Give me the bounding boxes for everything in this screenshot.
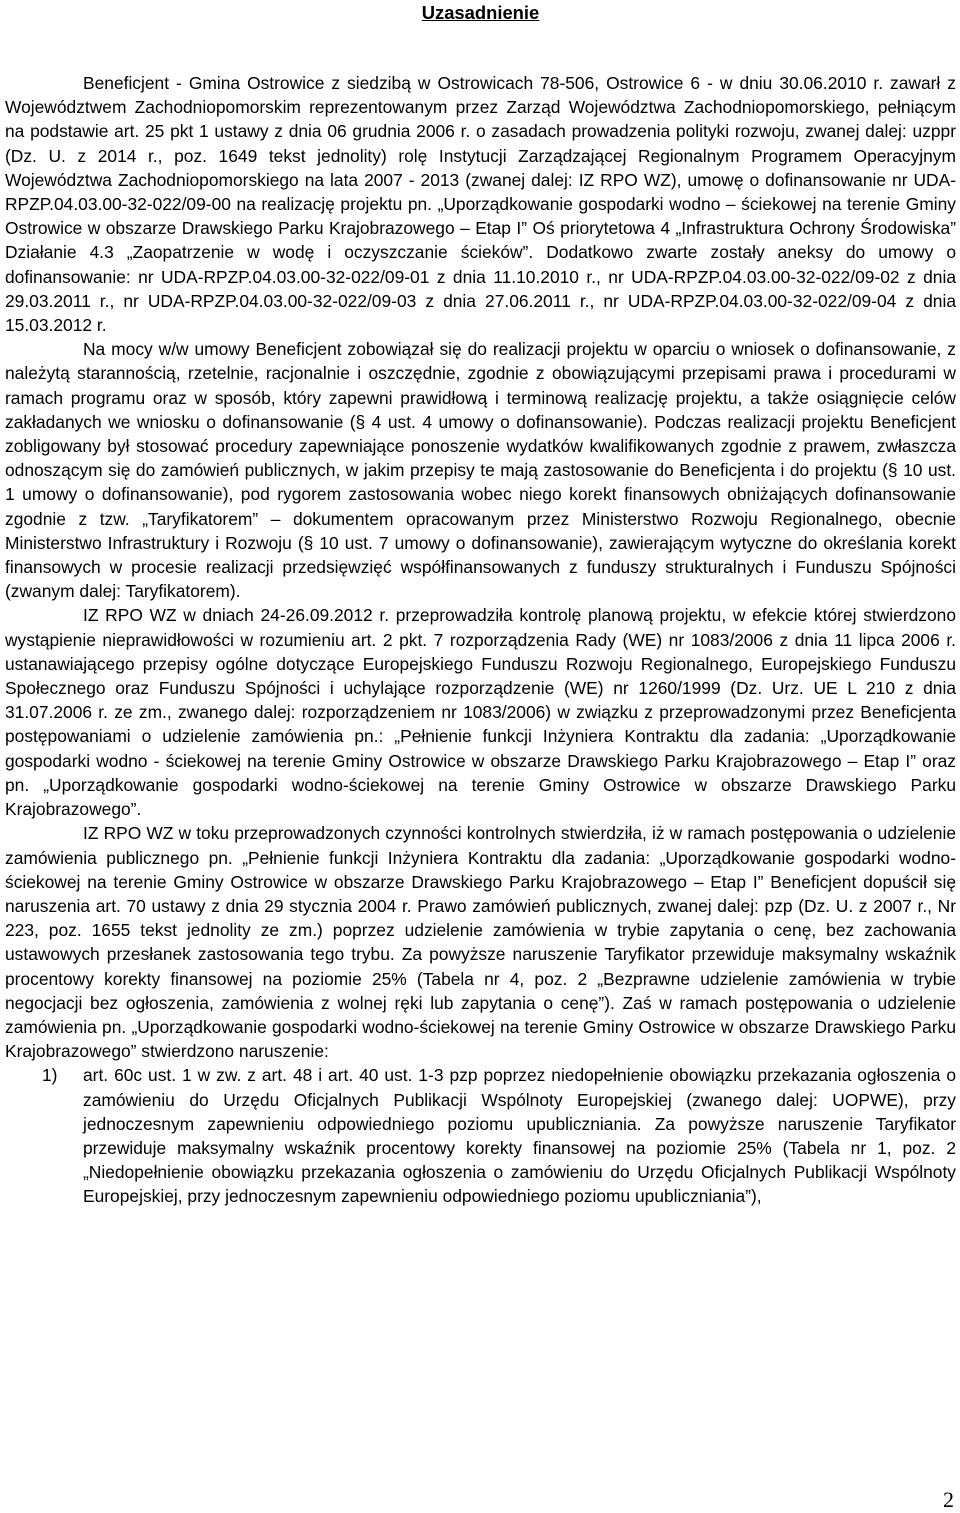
- list-item-marker: 1): [42, 1065, 58, 1086]
- list-item: [5, 1063, 956, 1208]
- list-item-text: art. 60c ust. 1 w zw. z art. 48 i art. 40 ust. 1-3 pzp poprzez niedopełnienie obowiązku przekazania ogłoszenia o zamówieniu do Urzędu Oficjalnych Publikacji Wspólnoty Europejskiej (zwanego dalej: UOPWE), przy jednoczesnym zapewnieniu odpowiedniego poziomu upubliczniania. Za powyższe naruszenie Taryfikator przewiduje maksymalny wskaźnik procentowy korekty finansowej na poziomie 25% (Tabela nr 1, poz. 2 „Niedopełnienie obowiązku przekazania ogłoszenia o zamówieniu do Urzędu Oficjalnych Publikacji Wspólnoty Europejskiej, przy jednoczesnym zapewnieniu odpowiedniego poziomu upubliczniania”),: [83, 1065, 956, 1207]
- violations-list: [5, 1063, 956, 1208]
- paragraph-obligations: Na mocy w/w umowy Beneficjent zobowiązał się do realizacji projektu w oparciu o wniosek o dofinansowanie, z należytą starannością, rzetelnie, racjonalnie i oszczędnie, zgodnie z obowiązującymi przepisami prawa i procedurami w ramach programu oraz w sposób, który zapewni prawidłową i terminową realizację projektu, a także osiągnięcie celów zakładanych we wniosku o dofinansowanie (§ 4 ust. 4 umowy o dofinansowanie). Podczas realizacji projektu Beneficjent zobligowany był stosować procedury zapewniające ponoszenie wydatków kwalifikowanych zgodnie z prawem, zwłaszcza odnoszącym się do zamówień publicznych, w jakim przepisy te mają zastosowanie do Beneficjenta i do projektu (§ 10 ust. 1 umowy o dofinansowanie), pod rygorem zastosowania wobec niego korekt finansowych obniżających dofinansowanie zgodnie z tzw. „Taryfikatorem” – dokumentem opracowanym przez Ministerstwo Rozwoju Regionalnego, obecnie Ministerstwo Infrastruktury i Rozwoju (§ 10 ust. 7 umowy o dofinansowanie), zawierającym wytyczne do określania korekt finansowych w procesie realizacji przedsięwzięć współfinansowanych z funduszy strukturalnych i Funduszu Spójności (zwanym dalej: Taryfikatorem).: [5, 339, 956, 602]
- page-number: 2: [943, 1487, 954, 1512]
- paragraph-agreement: Beneficjent - Gmina Ostrowice z siedzibą w Ostrowicach 78-506, Ostrowice 6 - w dniu 30.06.2010 r. zawarł z Województwem Zachodniopomorskim reprezentowanym przez Zarząd Województwa Zachodniopomorskiego, pełniącym na podstawie art. 25 pkt 1 ustawy z dnia 06 grudnia 2006 r. o zasadach prowadzenia polityki rozwoju, zwanej dalej: uzppr (Dz. U. z 2014 r., poz. 1649 tekst jednolity) rolę Instytucji Zarządzającej Regionalnym Programem Operacyjnym Województwa Zachodniopomorskiego na lata 2007 - 2013 (zwanej dalej: IZ RPO WZ), umowę o dofinansowanie nr UDA-RPZP.04.03.00-32-022/09-00 na realizację projektu pn. „Uporządkowanie gospodarki wodno – ściekowej na terenie Gminy Ostrowice w obszarze Drawskiego Parku Krajobrazowego – Etap I” Oś priorytetowa 4 „Infrastruktura Ochrony Środowiska” Działanie 4.3 „Zaopatrzenie w wodę i oczyszczanie ścieków”. Dodatkowo zwarte zostały aneksy do umowy o dofinansowanie: nr UDA-RPZP.04.03.00-32-022/09-01 z dnia 11.10.2010 r., nr UDA-RPZP.04.03.00-32-022/09-02 z dnia 29.03.2011 r., nr UDA-RPZP.04.03.00-32-022/09-03 z dnia 27.06.2011 r., nr UDA-RPZP.04.03.00-32-022/09-04 z dnia 15.03.2012 r.: [5, 73, 956, 336]
- paragraph-findings: IZ RPO WZ w toku przeprowadzonych czynności kontrolnych stwierdziła, iż w ramach postępowania o udzielenie zamówienia publicznego pn. „Pełnienie funkcji Inżyniera Kontraktu dla zadania: „Uporządkowanie gospodarki wodno-ściekowej na terenie Gminy Ostrowice w obszarze Drawskiego Parku Krajobrazowego – Etap I” Beneficjent dopuścił się naruszenia art. 70 ustawy z dnia 29 stycznia 2004 r. Prawo zamówień publicznych, zwanej dalej: pzp (Dz. U. z 2007 r., Nr 223, poz. 1655 tekst jednolity ze zm.) poprzez udzielenie zamówienia w trybie zapytania o cenę, bez zachowania ustawowych przesłanek zastosowania tego trybu. Za powyższe naruszenie Taryfikator przewiduje maksymalny wskaźnik procentowy korekty finansowej na poziomie 25% (Tabela nr 4, poz. 2 „Bezprawne udzielenie zamówienia w trybie negocjacji bez ogłoszenia, zamówienia z wolnej ręki lub zapytania o cenę”). Zaś w ramach postępowania o udzielenie zamówienia pn. „Uporządkowanie gospodarki wodno-ściekowej na terenie Gminy Ostrowice w obszarze Drawskiego Parku Krajobrazowego” stwierdzono naruszenie:: [5, 823, 956, 1062]
- paragraph-control: IZ RPO WZ w dniach 24-26.09.2012 r. przeprowadziła kontrolę planową projektu, w efekcie której stwierdzono wystąpienie nieprawidłowości w rozumieniu art. 2 pkt. 7 rozporządzenia Rady (WE) nr 1083/2006 z dnia 11 lipca 2006 r. ustanawiającego przepisy ogólne dotyczące Europejskiego Funduszu Rozwoju Regionalnego, Europejskiego Funduszu Społecznego oraz Funduszu Spójności i uchylające rozporządzenie (WE) nr 1260/1999 (Dz. Urz. UE L 210 z dnia 31.07.2006 r. ze zm., zwanego dalej: rozporządzeniem nr 1083/2006) w związku z przeprowadzonymi przez Beneficjenta postępowaniami o udzielenie zamówienia pn.: „Pełnienie funkcji Inżyniera Kontraktu dla zadania: „Uporządkowanie gospodarki wodno - ściekowej na terenie Gminy Ostrowice w obszarze Drawskiego Parku Krajobrazowego – Etap I” oraz pn. „Uporządkowanie gospodarki wodno-ściekowej na terenie Gminy Ostrowice w obszarze Drawskiego Parku Krajobrazowego”.: [5, 605, 956, 820]
- document-title: Uzasadnienie: [421, 2, 540, 23]
